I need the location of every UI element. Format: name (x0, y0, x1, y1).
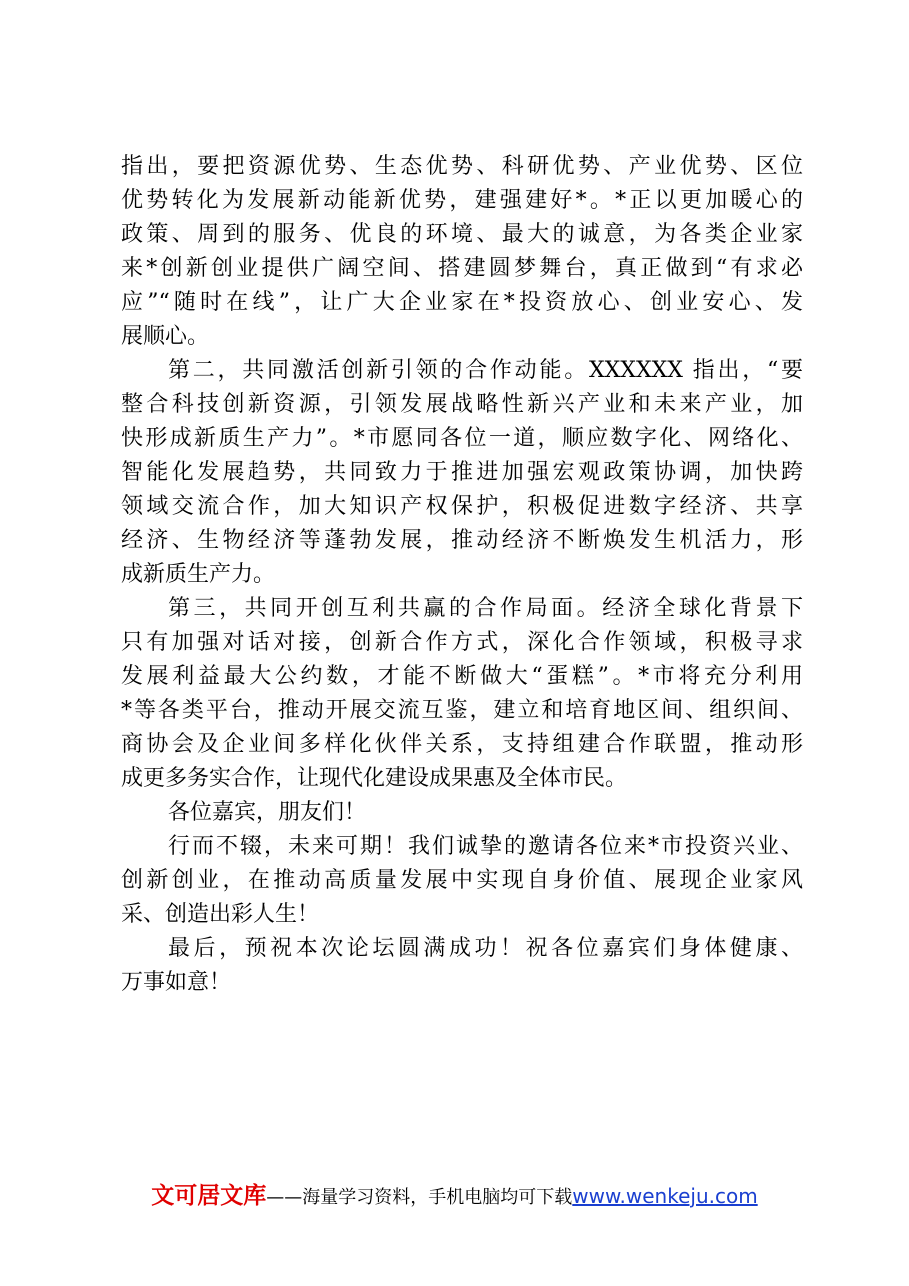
text-line: 万事如意！ (121, 970, 232, 995)
paragraph-first-line: 第三，共同开创互利共赢的合作局面。经济全球化背景下 (168, 596, 803, 621)
text-line: 优势转化为发展新动能新优势，建强建好*。*正以更加暖心的 (121, 188, 803, 213)
text-line: 智能化发展趋势，共同致力于推进加强宏观政策协调，加快跨 (121, 460, 803, 485)
text-line: 创新创业，在推动高质量发展中实现自身价值、展现企业家风 (121, 868, 803, 893)
text-line: 只有加强对话对接，创新合作方式，深化合作领域，积极寻求 (121, 630, 803, 655)
text-line: 来*创新创业提供广阔空间、搭建圆梦舞台，真正做到“有求必 (121, 256, 803, 281)
text-line: 整合科技创新资源，引领发展战略性新兴产业和未来产业，加 (121, 392, 803, 417)
text-line: 发展利益最大公约数，才能不断做大“蛋糕”。*市将充分利用 (121, 664, 803, 689)
text-line: 指出，要把资源优势、生态优势、科研优势、产业优势、区位 (121, 154, 803, 179)
paragraph-first-line: 最后，预祝本次论坛圆满成功！祝各位嘉宾们身体健康、 (168, 936, 803, 961)
text-line: 成更多务实合作，让现代化建设成果惠及全体市民。 (121, 766, 628, 791)
text-line: 快形成新质生产力”。*市愿同各位一道，顺应数字化、网络化、 (121, 426, 803, 451)
text-line: 商协会及企业间多样化伙伴关系，支持组建合作联盟，推动形 (121, 732, 803, 757)
text-line: 展顺心。 (121, 324, 210, 349)
footer-url-link[interactable]: www.wenkeju.com (572, 1184, 758, 1208)
footer-tagline: ——海量学习资料，手机电脑均可下载 (266, 1187, 573, 1208)
text-line: 成新质生产力。 (121, 562, 276, 587)
text-line: 经济、生物经济等蓬勃发展，推动经济不断焕发生机活力，形 (121, 528, 803, 553)
footer-banner (0, 1180, 909, 1212)
paragraph-first-line: 第二，共同激活创新引领的合作动能。XXXXXX 指出，“要 (168, 358, 803, 383)
footer-brand: 文可居文库 (151, 1183, 267, 1209)
text-line: *等各类平台，推动开展交流互鉴，建立和培育地区间、组织间、 (121, 698, 803, 723)
text-line: 政策、周到的服务、优良的环境、最大的诚意，为各类企业家 (121, 222, 803, 247)
paragraph-first-line: 各位嘉宾，朋友们！ (168, 800, 367, 825)
document-body (121, 150, 803, 1000)
text-line: 应”“随时在线”，让广大企业家在*投资放心、创业安心、发 (121, 290, 803, 315)
text-line: 采、创造出彩人生！ (121, 902, 320, 927)
text-line: 领域交流合作，加大知识产权保护，积极促进数字经济、共享 (121, 494, 803, 519)
paragraph-first-line: 行而不辍，未来可期！我们诚挚的邀请各位来*市投资兴业、 (168, 834, 803, 859)
